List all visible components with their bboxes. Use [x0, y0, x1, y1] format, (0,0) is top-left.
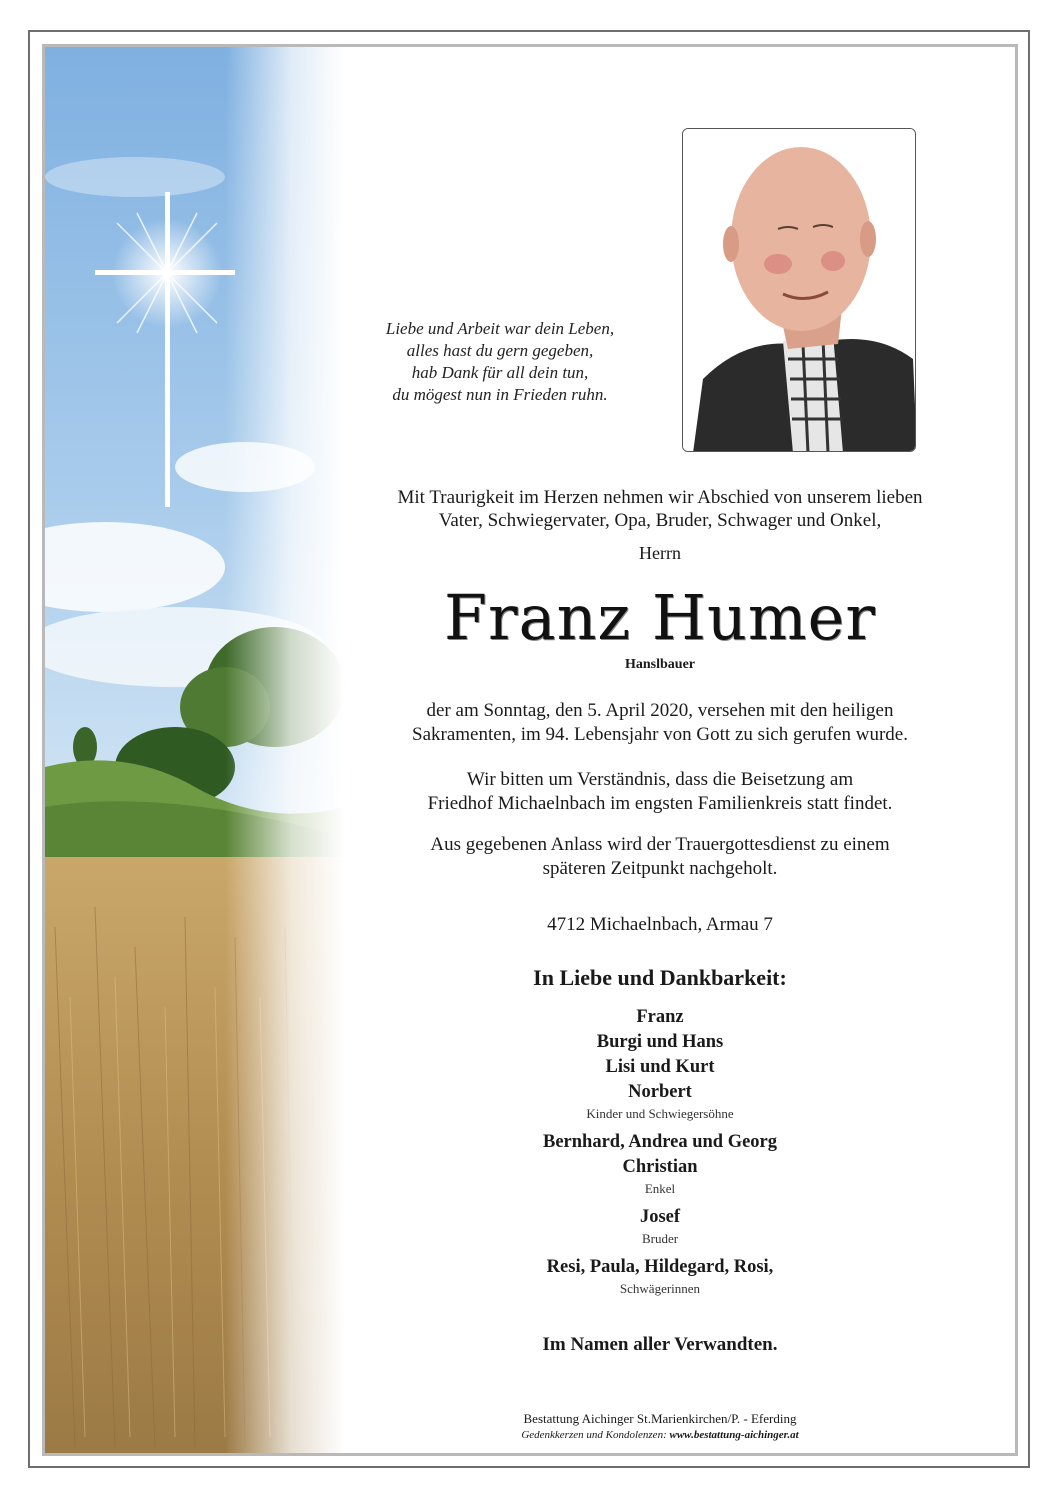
intro-text: Mit Traurigkeit im Herzen nehmen wir Abschied von unserem lieben Vater, Schwiegervater, Opa, Bruder, Schwager und Onkel, [397, 487, 923, 531]
family-name: Burgi und Hans [596, 1032, 724, 1052]
service-paragraph: Aus gegebenen Anlass wird der Trauergottesdienst zu einem späteren Zeitpunkt nachgeholt. [430, 834, 890, 879]
family-list [350, 1005, 970, 1305]
family-role: Bruder [641, 1231, 679, 1246]
deceased-name: Franz Humer [443, 581, 877, 654]
family-role: Enkel [644, 1181, 676, 1196]
salutation: Herrn [639, 543, 681, 563]
family-name: Bernhard, Andrea und Georg [542, 1132, 778, 1152]
verse-line: du mögest nun in Frieden ruhn. [392, 385, 608, 404]
closing-line: Im Namen aller Verwandten. [542, 1334, 778, 1355]
family-name: Resi, Paula, Hildegard, Rosi, [546, 1257, 774, 1277]
family-role: Kinder und Schwiegersöhne [586, 1106, 734, 1121]
death-notice-paragraph: der am Sonntag, den 5. April 2020, versehen mit den heiligen Sakramenten, im 94. Lebensjahr von Gott zu sich gerufen wurde. [412, 700, 908, 745]
verse-line: alles hast du gern gegeben, [406, 341, 594, 360]
verse-line: hab Dank für all dein tun, [411, 363, 589, 382]
address: 4712 Michaelnbach, Armau 7 [547, 914, 773, 935]
family-name: Franz [636, 1007, 684, 1027]
landscape-image [45, 47, 345, 1453]
memorial-verse [350, 318, 650, 406]
family-name: Christian [622, 1157, 698, 1177]
family-name: Josef [639, 1207, 681, 1227]
thanks-heading: In Liebe und Dankbarkeit: [533, 965, 787, 990]
family-role: Schwägerinnen [619, 1281, 701, 1296]
burial-paragraph: Wir bitten um Verständnis, dass die Beisetzung am Friedhof Michaelnbach im engsten Familienkreis statt findet. [427, 769, 893, 814]
portrait-photo [682, 128, 916, 452]
deceased-nickname: Hanslbauer [624, 657, 695, 672]
footer-company: Bestattung Aichinger St.Marienkirchen/P. - Eferding [523, 1411, 797, 1426]
footer [350, 1411, 970, 1443]
footer-note: Gedenkkerzen und Kondolenzen: www.bestattung-aichinger.at [521, 1429, 799, 1441]
verse-line: Liebe und Arbeit war dein Leben, [385, 319, 615, 338]
footer-url-link[interactable]: www.bestattung-aichinger.at [669, 1429, 799, 1441]
family-name: Norbert [628, 1082, 692, 1102]
family-name: Lisi und Kurt [605, 1057, 715, 1077]
